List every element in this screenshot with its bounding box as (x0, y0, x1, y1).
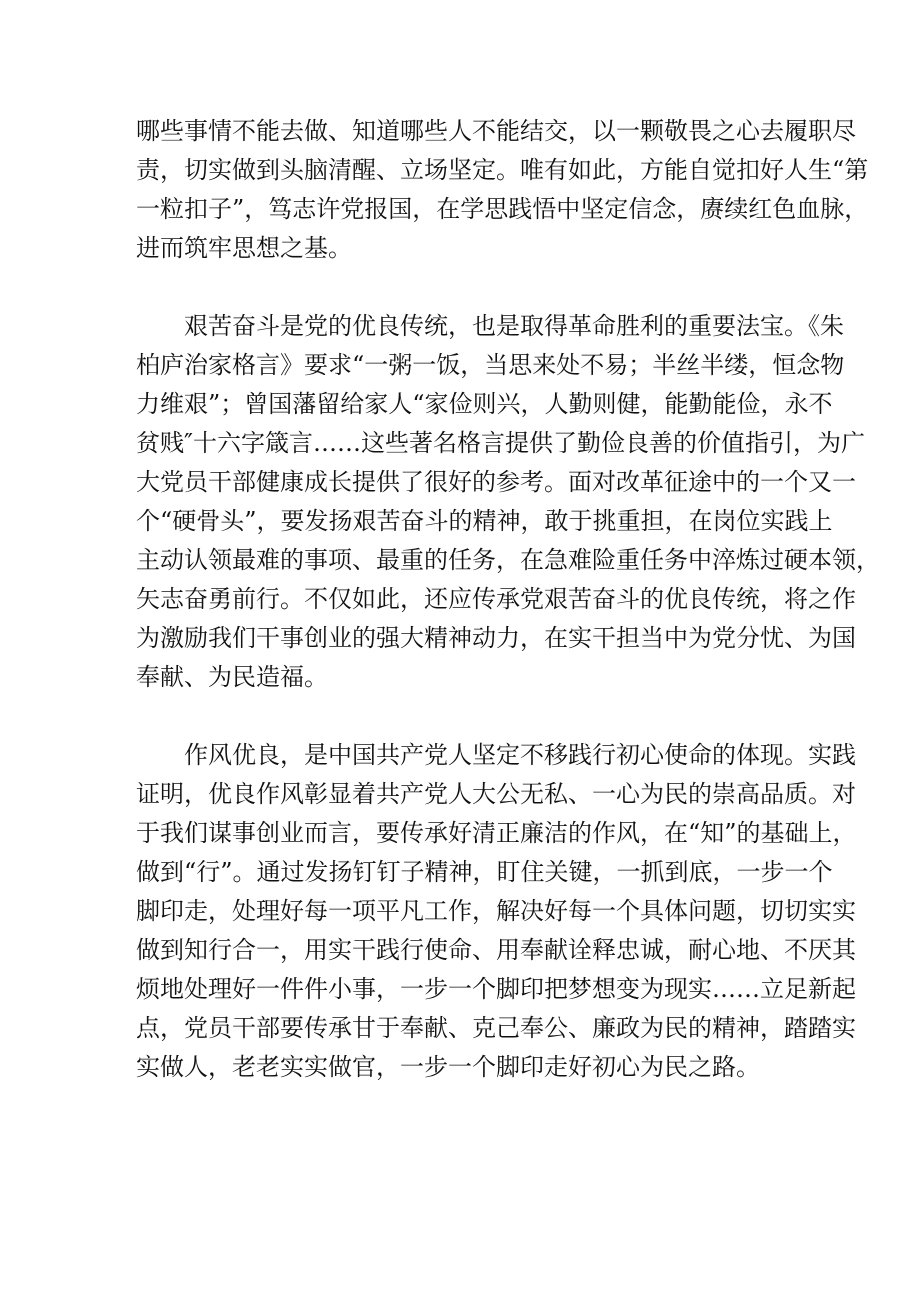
text-line: 于我们谋事创业而言，要传承好清正廉洁的作风，在“知”的基础上， (136, 819, 857, 847)
text-line: 艰苦奋斗是党的优良传统，也是取得革命胜利的重要法宝。《朱 (184, 312, 844, 340)
text-line: 奉献、为民造福。 (136, 663, 328, 691)
text-line: 脚印走，处理好每一项平凡工作，解决好每一个具体问题，切切实实 (136, 897, 856, 925)
text-line: 点，党员干部要传承甘于奉献、克己奉公、廉政为民的精神，踏踏实 (136, 1014, 856, 1042)
text-line: 为激励我们干事创业的强大精神动力，在实干担当中为党分忧、为国 (136, 624, 856, 652)
text-line: 做到“行”。通过发扬钉钉子精神，盯住关键，一抓到底，一步一个 (136, 858, 833, 886)
text-line: 矢志奋勇前行。不仅如此，还应传承党艰苦奋斗的优良传统，将之作 (136, 585, 856, 613)
text-line: 作风优良，是中国共产党人坚定不移践行初心使命的体现。实践 (184, 741, 856, 769)
text-line: 柏庐治家格言》要求“一粥一饭，当思来处不易；半丝半缕，恒念物 (136, 351, 845, 379)
text-line: 力维艰”；曾国藩留给家人“家俭则兴，人勤则健，能勤能俭，永不 (136, 390, 833, 418)
text-line: 烦地处理好一件件小事，一步一个脚印把梦想变为现实……立足新起 (136, 975, 856, 1003)
text-line: 做到知行合一，用实干践行使命、用奉献诠释忠诚，耐心地、不厌其 (136, 936, 856, 964)
text-line: 一粒扣子”，笃志许党报国，在学思践悟中坚定信念，赓续红色血脉， (136, 195, 869, 223)
text-line: 贫贱″十六字箴言……这些著名格言提供了勤俭良善的价值指引，为广 (136, 429, 865, 457)
document-body (136, 112, 880, 1126)
text-line: 责，切实做到头脑清醒、立场坚定。唯有如此，方能自觉扣好人生“第 (136, 156, 869, 184)
paragraph-3 (136, 736, 857, 1087)
text-line: 哪些事情不能去做、知道哪些人不能结交，以一颗敬畏之心去履职尽 (136, 117, 856, 145)
text-line: 实做人，老老实实做官，一步一个脚印走好初心为民之路。 (136, 1053, 760, 1081)
text-line: 主动认领最难的事项、最重的任务，在急难险重任务中淬炼过硬本领， (136, 546, 880, 574)
paragraph-1 (136, 112, 869, 268)
text-line: 证明，优良作风彰显着共产党人大公无私、一心为民的崇高品质。对 (136, 780, 856, 808)
text-line: 个“硬骨头”，要发扬艰苦奋斗的精神，敢于挑重担，在岗位实践上 (136, 507, 833, 535)
paragraph-2 (136, 307, 880, 697)
text-line: 进而筑牢思想之基。 (136, 234, 352, 262)
text-line: 大党员干部健康成长提供了很好的参考。面对改革征途中的一个又一 (136, 468, 856, 496)
